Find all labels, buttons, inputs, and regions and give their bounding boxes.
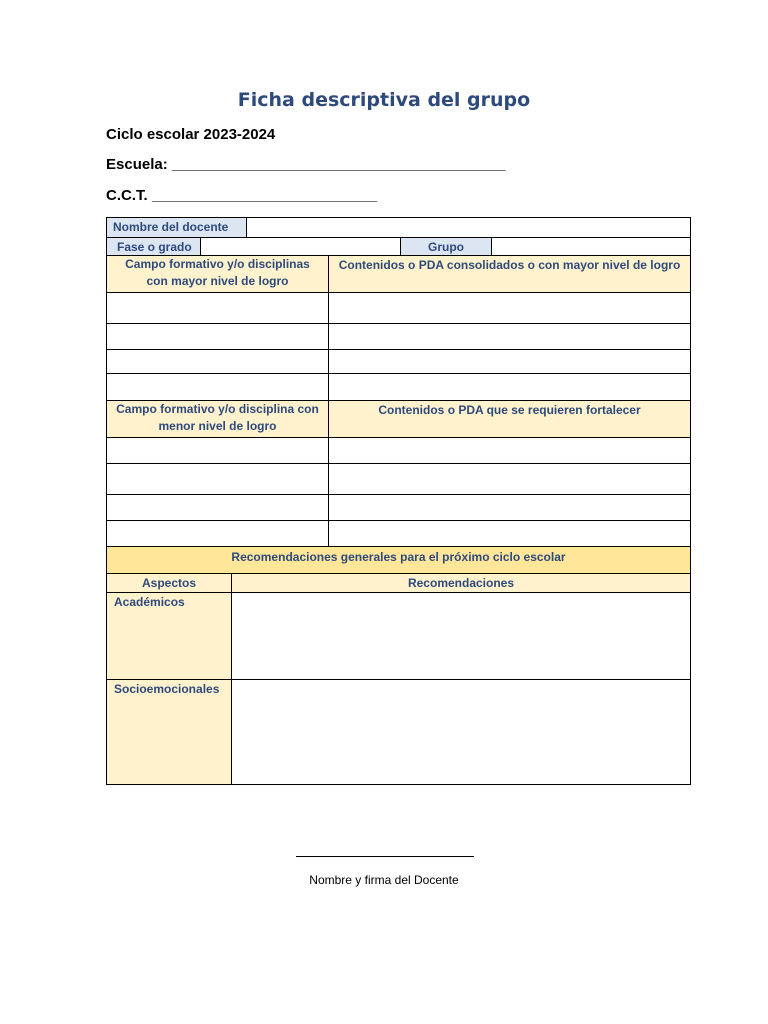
contenidos-menor-row-4[interactable] — [328, 520, 691, 547]
signature-label: Nombre y firma del Docente — [309, 873, 459, 887]
contenidos-mayor-row-4[interactable] — [328, 373, 691, 401]
campo-mayor-row-4[interactable] — [106, 373, 329, 401]
academicos-label: Académicos — [106, 592, 232, 680]
cct-field: C.C.T. ___________________________ — [106, 187, 378, 204]
grupo-label: Grupo — [400, 237, 492, 256]
aspectos-header: Aspectos — [106, 573, 232, 593]
signature-line — [296, 856, 474, 857]
fase-grado-input[interactable] — [200, 237, 401, 256]
socioemocionales-input[interactable] — [231, 679, 691, 785]
campo-mayor-row-3[interactable] — [106, 349, 329, 374]
contenidos-menor-row-1[interactable] — [328, 437, 691, 464]
recomendaciones-header: Recomendaciones — [231, 573, 691, 593]
campo-menor-header: Campo formativo y/o disciplina con menor nivel de logro — [106, 400, 329, 438]
campo-mayor-row-2[interactable] — [106, 323, 329, 350]
fase-grado-label: Fase o grado — [106, 237, 201, 256]
campo-menor-row-2[interactable] — [106, 463, 329, 495]
grupo-input[interactable] — [491, 237, 691, 256]
contenidos-mayor-row-3[interactable] — [328, 349, 691, 374]
campo-mayor-header: Campo formativo y/o disciplinas con mayor nivel de logro — [106, 255, 329, 293]
contenidos-menor-header: Contenidos o PDA que se requieren fortalecer — [328, 400, 691, 438]
contenidos-mayor-header: Contenidos o PDA consolidados o con mayor nivel de logro — [328, 255, 691, 293]
campo-menor-row-4[interactable] — [106, 520, 329, 547]
page-title: Ficha descriptiva del grupo — [237, 89, 531, 111]
campo-mayor-row-1[interactable] — [106, 292, 329, 324]
escuela-field: Escuela: ________________________________________ — [106, 156, 506, 173]
campo-menor-row-3[interactable] — [106, 494, 329, 521]
campo-menor-row-1[interactable] — [106, 437, 329, 464]
nombre-docente-input[interactable] — [246, 217, 691, 238]
nombre-docente-label: Nombre del docente — [106, 217, 247, 238]
contenidos-mayor-row-1[interactable] — [328, 292, 691, 324]
contenidos-mayor-row-2[interactable] — [328, 323, 691, 350]
academicos-input[interactable] — [231, 592, 691, 680]
contenidos-menor-row-2[interactable] — [328, 463, 691, 495]
contenidos-menor-row-3[interactable] — [328, 494, 691, 521]
group-description-table — [106, 217, 691, 785]
socioemocionales-label: Socioemocionales — [106, 679, 232, 785]
recomendaciones-generales-header: Recomendaciones generales para el próximo ciclo escolar — [106, 546, 691, 574]
ciclo-escolar-label: Ciclo escolar 2023-2024 — [106, 126, 276, 143]
